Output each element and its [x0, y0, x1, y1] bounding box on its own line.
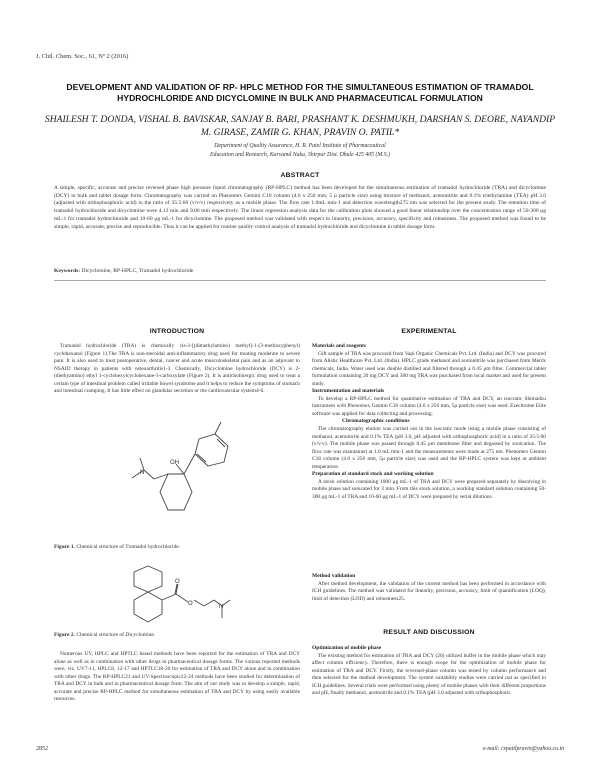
corresponding-email: e-mail: rxpatilpravin@yahoo.co.in	[482, 746, 564, 752]
optimization-paragraph: The existing method for estimation of TRA and DCY (26) utilized buffer in the mobile phase which may affect column efficiency. Therefore, there is enough scope for the optimization of mobile phase for estimation of TRA and DCY. Firstly, the reversed-phase column was tested by column performance and then selected for the method development. The system suitability studies were carried out as specified in ICH guidelines. Several trials were performed using plenty of mobile phases with their different proportions and pH, finally methanol, acetonitrile and 0.1% TEA (pH 3.0 adjusted with orthophosphoric	[312, 652, 546, 697]
hydroxyl-label: OH	[170, 460, 179, 466]
keywords-label: Keywords:	[54, 268, 81, 274]
section-divider	[54, 280, 546, 281]
instrumentation-subheading: Instrumentation and materials	[312, 388, 385, 395]
instrumentation-paragraph: To develop a RP-HPLC method for quantitative estimation of TRA and DCY, an isocratic Shimadzu instrument with Phenomex Gemini C18 column (4.6 x 250 mm, 5μ particle size) was used. Ezechrome Elite software was applied for data collecting and processing.	[312, 395, 546, 417]
introduction-heading: INTRODUCTION	[149, 328, 205, 335]
keywords	[54, 268, 193, 274]
keywords-list: Dicyclomine, RP-HPLC, Tramadol hydrochloride	[81, 268, 194, 274]
dicyclomine-structure-diagram	[112, 562, 232, 628]
affiliation-line: Education and Research, Karwand Naka, Shirpur Dist. Dhule 425 405 (M.S.)	[210, 151, 390, 158]
amine-nitrogen-label: N	[219, 604, 224, 610]
affiliation-line: Department of Quality Assurance, H. R. Patel Institute of Pharmaceutical	[214, 143, 386, 149]
experimental-heading: EXPERIMENTAL	[401, 328, 457, 335]
tramadol-structure-diagram	[118, 412, 238, 542]
validation-subheading: Method validation	[312, 573, 356, 579]
author-list: SHAILESH T. DONDA, VISHAL B. BAVISKAR, SANJAY B. BARI, PRASHANT K. DESHMUKH, DARSHAN S. DEORE, NAYANDIP M. GIRASE, ZAMIR G. KHAN, PRAVIN O. PATIL*	[44, 114, 556, 138]
figure-2-caption	[54, 632, 155, 638]
figure-2-text: Chemical structure of Dicyclomine.	[76, 632, 156, 638]
page-number: 2852	[36, 746, 48, 752]
materials-paragraph: Gift sample of TRA was procured from Vapi Organic Chemicals Pvt. Ltd. (India) and DCY was procured from Alistic Healthcare Pvt. Ltd. (India). HPLC grade methanol and acetonitrile was purchased from Merck chemicals, India. Water used was double distilled and filtered through a 0.45 μm filter. Commercial tablet formulation containing 20 mg DCY and 300 mg TRA was purchased from local market and used for present study.	[312, 350, 546, 387]
article-title: DEVELOPMENT AND VALIDATION OF RP- HPLC METHOD FOR THE SIMULTANEOUS ESTIMATION OF TRAMADOL HYDROCHLORIDE AND DICYCLOMINE IN BULK AND PHARMACEUTICAL FORMULATION	[66, 82, 534, 103]
preparation-subheading: Preparation of standard stock and working solution	[312, 471, 434, 478]
affiliation	[90, 142, 510, 159]
nitrogen-label: N	[140, 470, 145, 476]
ester-oxygen-label: O	[188, 601, 193, 607]
validation-section	[312, 573, 546, 603]
intro-paragraph-1: Tramadol hydrochloride (TRA) is chemically cis-2-[(dimethylamino) methyl]-1-(3-methoxyphenyl) cyclohexanol (Figure 1).The TRA is non-steroidal anti-inflammatory drug used for treating moderate to severe pain. It is also used to treat postoperative, dental, cancer and acute musculoskeletal pain and as an adjuvant to NSAID therapy in patients with osteoarthritis1-3. Chemically, Dicyclomine hydrochloride (DCY) is 2-(diethyamino) ethyl 1-cyclohexylcyclohexane-1-carboxylate (Figure 2). It is anticholinergic drug used to treat a certain type of intestinal problem called irritable bowel syndrome and it helps to reduce the symptoms of stomach and intestinal cramping. It has little effect on glandular secretion or the cardiovascular system4-6.	[54, 343, 300, 395]
figure-2-label: Figure 2.	[54, 632, 75, 638]
experimental-section	[312, 343, 546, 501]
figure-1-caption	[54, 544, 180, 550]
journal-citation: J. Chil. Chem. Soc., 61, Nº 2 (2016)	[36, 53, 129, 60]
chromatographic-paragraph: The chromatography elution was carried out in the isocratic mode using a mobile phase consisting of methanol, acetonitrile and 0.1% TEA (pH 3.0, pH adjusted with orthophosphoric acid) in a ratio of 35:5:60 (v/v/v). The mobile phase was passed through 0.45 μm membrane filter and degassed by sonication. The flow rate was maintained at 1.0 mL min-1 and the measurements were made at 275 nm. Phenomex Gemini C18 column (4.6 x 250 mm, 5μ particle size) was used and the RP-HPLC system was kept at ambient temperature.	[312, 426, 546, 470]
abstract-heading: ABSTRACT	[280, 172, 320, 179]
carbonyl-oxygen-label: O	[175, 579, 180, 585]
introduction-paragraph	[54, 343, 300, 396]
materials-subheading: Materials and reagents	[312, 343, 366, 349]
figure-1-label: Figure 1.	[54, 544, 75, 550]
intro-paragraph-2: Numerous UV, HPLC and HPTLC based methods have been reported for the estimation of TRA and DCY alone as well as in combination with other drugs in pharmaceutical dosage forms. The various reported methods were, viz. UV7-11, HPLC8, 12-17 and HPTLC18-20 for estimation of TRA and DCY alone and in combination with other drugs. The RP-HPLC21 and UV-Spectroscopic22-24 methods have been studied for determination of TRA and DCY in bulk and in pharmaceutical dosage form. The aim of our study was to develop a simple, rapid, accurate and precise RP-HPLC method for simultaneous estimation of TRA and DCY by using easily available resources.	[54, 651, 300, 703]
preparation-paragraph: A stock solution containing 1000 μg mL-1 of TRA and DCY were prepared separately by dissolving in mobile phase and sonicated for 3 min. From this stock solution, a working standard solution containing 50-300 μg mL-1 of TRA and 10-60 μg mL-1 of DCY were prepared by serial dilutions.	[312, 478, 546, 500]
validation-paragraph: After method development, the validation of the current method has been performed in accordance with ICH guidelines. The method was validated for linearity, precision, accuracy, limit of quantification (LOQ), limit of detection (LOD) and robustness25.	[312, 580, 546, 602]
abstract-text: A simple, specific, accurate and precise reversed phase high pressure liquid chromatography (RP-HPLC) method has been developed for the simultaneous estimation of tramadol hydrochloride (TRA) and dicyclomine (DCY) in bulk and tablet dosage form. Chromatography was carried on Phenomex Gemini C18 column (4.6 x 250 mm, 5 μ particle size) using mixture of methanol, acetonitrile and 0.1% triethylamine (TEA) pH 3.0 (adjusted with orthophosphoric acid) in the ratio of 35:5:60 (v/v/v) respectively as a mobile phase. The flow rate 1.0mL min-1 and detection wavelength275 nm was selected for the present study. The retention time of tramadol hydrochloride and dicyclomine were 4.13 min and 9.06 min respectively. The linear regression analysis data for the calibration plots showed a good linear relationship over the concentration range of 50-300 μg mL-1 for tramadol hydrochloride and 10-60 μg mL-1 for dicyclomine. The proposed method was validated with respect to linearity, precision, accuracy, specificity and robustness. The proposed method was found to be simple, rapid, accurate, precise and reproducible. Thus it can be applied for routine quality control analysis of tramadol hydrochloride and dicyclomine in tablet dosage form.	[54, 185, 546, 230]
introduction-paragraph	[54, 651, 300, 704]
results-heading: RESULT AND DISCUSSION	[383, 629, 475, 636]
chromatographic-subheading: Chromatographic conditions	[342, 418, 410, 425]
figure-1-text: Chemical structure of Tramadol hydrochloride.	[76, 544, 181, 550]
optimization-subheading: Optimization of mobile phase	[312, 645, 382, 651]
results-section	[312, 645, 546, 698]
